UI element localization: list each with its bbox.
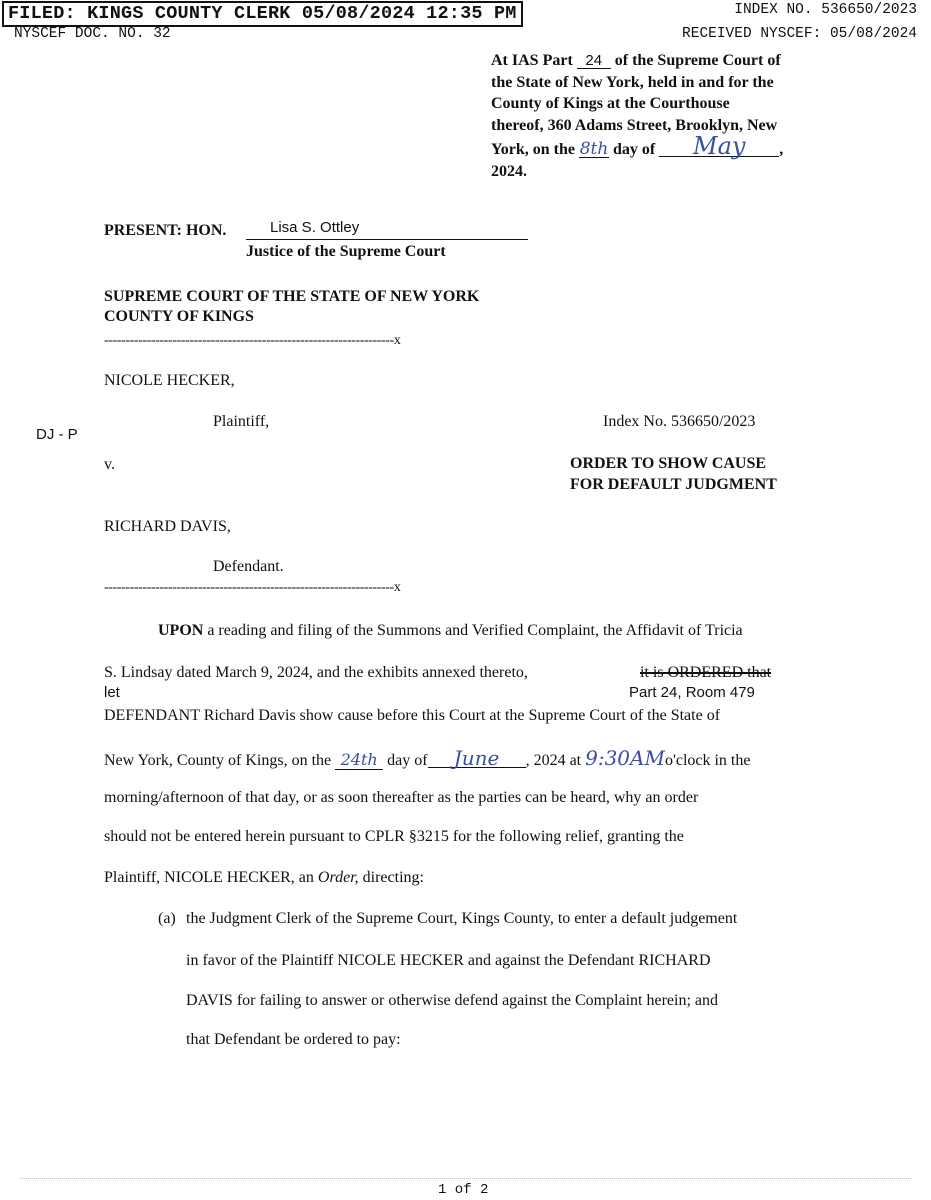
caption-text: County of Kings at the Courthouse [491, 95, 730, 112]
body-text: directing: [362, 869, 424, 886]
plaintiff-label: Plaintiff, [213, 413, 270, 430]
handwritten-month: May [659, 136, 779, 157]
body-text: o'clock in the [664, 752, 751, 769]
page-number: 1 of 2 [438, 1182, 489, 1198]
body-line-7 [104, 869, 824, 887]
item-a-line2: in favor of the Plaintiff NICOLE HECKER and against the Defendant RICHARD [186, 952, 711, 969]
caption-text: , [779, 141, 784, 158]
body-text: Plaintiff, NICOLE HECKER, an [104, 869, 314, 886]
insert-room: Part 24, Room 479 [629, 684, 755, 701]
footer-divider [20, 1178, 911, 1179]
caption-text: day of [613, 141, 656, 158]
caption-text: York, on the [491, 141, 576, 158]
body-text: a reading and filing of the Summons and Verified Complaint, the Affidavit of Tricia [207, 622, 743, 639]
document-title-line2: FOR DEFAULT JUDGMENT [570, 476, 777, 493]
received-date: RECEIVED NYSCEF: 05/08/2024 [682, 26, 917, 42]
present-label: PRESENT: HON. [104, 222, 227, 239]
defendant-name: RICHARD DAVIS, [104, 518, 231, 535]
court-county: COUNTY OF KINGS [104, 308, 254, 325]
filed-stamp: FILED: KINGS COUNTY CLERK 05/08/2024 12:35 PM [2, 1, 523, 27]
index-number: INDEX NO. 536650/2023 [734, 2, 917, 18]
dj-p-stamp: DJ - P [36, 426, 78, 443]
court-name: SUPREME COURT OF THE STATE OF NEW YORK [104, 288, 480, 305]
body-text: New York, County of Kings, on the [104, 752, 332, 769]
caption-text: thereof, 360 Adams Street, Brooklyn, New [491, 116, 778, 134]
item-a-line4: that Defendant be ordered to pay: [186, 1031, 401, 1048]
judge-name: Lisa S. Ottley [270, 219, 360, 236]
body-line-1 [158, 622, 824, 640]
versus: v. [104, 456, 115, 473]
court-caption [491, 50, 831, 182]
handwritten-hearing-month: June [428, 749, 526, 768]
plaintiff-name: NICOLE HECKER, [104, 372, 235, 389]
judge-title: Justice of the Supreme Court [246, 243, 446, 260]
caption-text: the State of New York, held in and for the [491, 73, 774, 91]
handwritten-day: 8th [579, 139, 609, 159]
nyscef-doc-number: NYSCEF DOC. NO. 32 [14, 26, 171, 42]
part-number: 24 [577, 53, 611, 69]
document-title-line1: ORDER TO SHOW CAUSE [570, 455, 767, 472]
body-line-2 [104, 664, 824, 682]
upon-text: UPON [158, 622, 204, 639]
handwritten-hearing-time: 9:30AM [585, 746, 665, 770]
defendant-label: Defendant. [213, 558, 284, 575]
body-line-4 [104, 746, 824, 770]
body-line-6: should not be entered herein pursuant to CPLR §3215 for the following relief, granting the [104, 828, 684, 845]
body-line-5: morning/afternoon of that day, or as soon thereafter as the parties can be heard, why an order [104, 789, 699, 806]
judge-signature-line [246, 219, 528, 240]
caption-text: of the Supreme Court of [614, 52, 781, 69]
body-text: S. Lindsay dated March 9, 2024, and the exhibits annexed thereto, [104, 664, 528, 681]
item-a-line3: DAVIS for failing to answer or otherwise defend against the Complaint herein; and [186, 992, 719, 1009]
caption-text: At IAS Part [491, 52, 573, 69]
body-text: , 2024 at [525, 752, 582, 769]
handwritten-hearing-day: 24th [335, 750, 383, 770]
separator-line: --------------------------------------------------------------------x [104, 333, 401, 348]
separator-line: --------------------------------------------------------------------x [104, 580, 401, 595]
body-line-3: DEFENDANT Richard Davis show cause before this Court at the Supreme Court of the State of [104, 707, 721, 724]
struck-text: it is ORDERED that [640, 664, 772, 681]
insert-let: let [104, 684, 120, 701]
caption-text: 2024. [491, 162, 527, 180]
item-a-line1: the Judgment Clerk of the Supreme Court, Kings County, to enter a default judgement [186, 910, 738, 927]
index-label: Index No. 536650/2023 [603, 413, 756, 430]
italic-order: Order, [317, 869, 359, 886]
item-a-label: (a) [158, 910, 176, 927]
body-text: day of [387, 752, 428, 769]
